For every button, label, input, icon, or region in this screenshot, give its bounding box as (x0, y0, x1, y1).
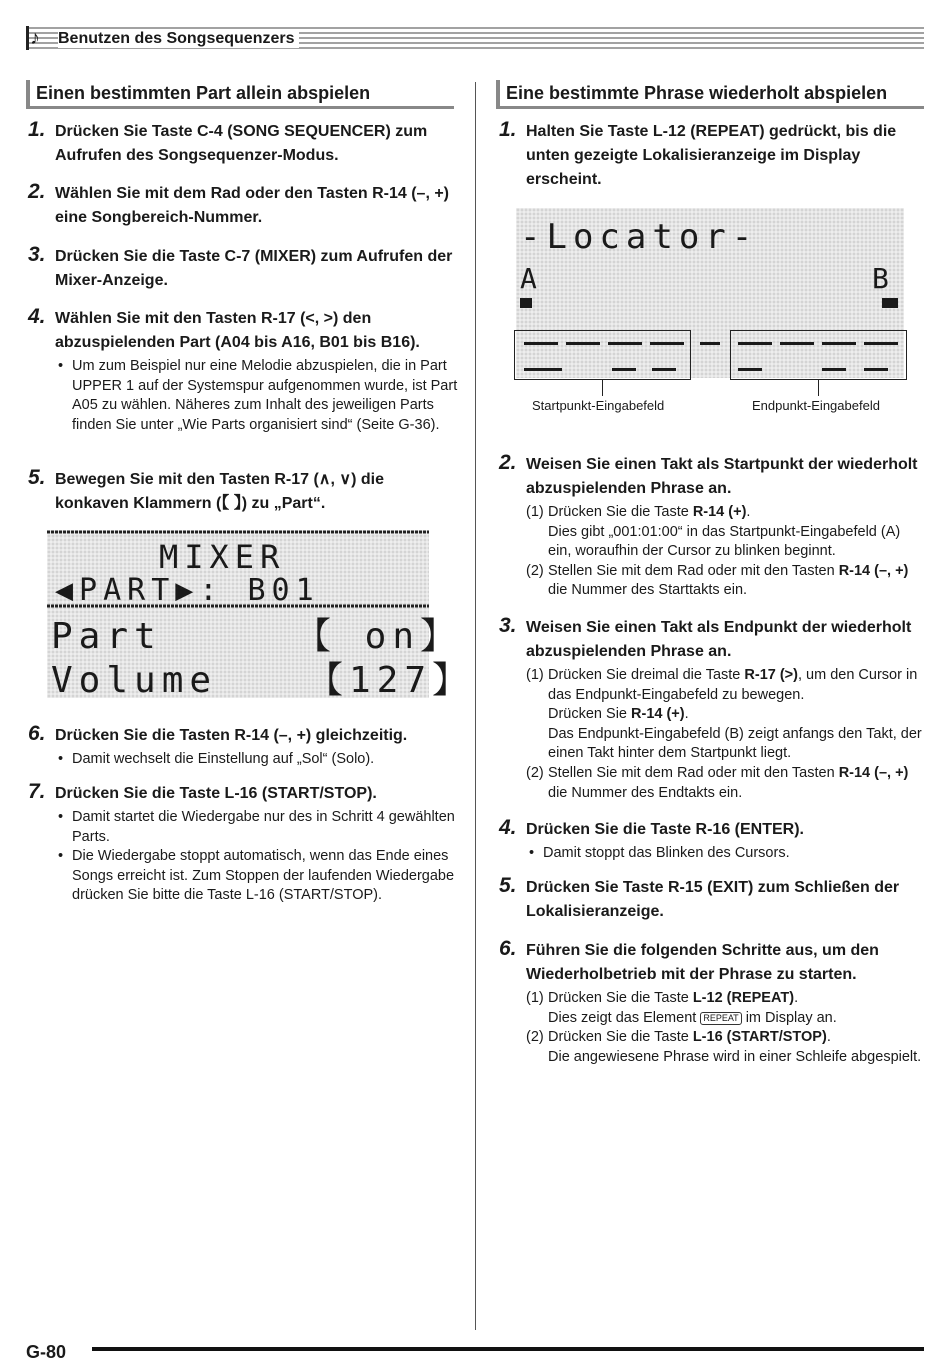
step-text: Drücken Sie Taste C-4 (SONG SEQUENCER) zum Aufrufen des Songsequenzer-Modus. (55, 123, 428, 164)
key-label: L-16 (START/STOP) (692, 1029, 827, 1046)
sub-step-index: (2) (526, 1029, 544, 1046)
sub-step-list (526, 989, 924, 1067)
sub-step (526, 666, 924, 764)
step-number: 3. (499, 614, 517, 637)
sub-step-index: (1) (526, 504, 544, 520)
left-step-3 (28, 245, 458, 293)
bullet-list (72, 750, 458, 770)
sub-step-index: (1) (526, 990, 544, 1006)
sub-step-text: Drücken Sie dreimal die Taste (548, 667, 745, 683)
music-note-icon: ♪ (30, 27, 40, 49)
bullet-item: • Um zum Beispiel nur eine Melodie abzuspielen, die in Part UPPER 1 auf der Systemspur aufgenommen wurde, ist Part A05 zu wählen. Näheres zum Inhalt des jeweiligen Parts finden Sie unter „Wie Parts organisiert sind“ (Seite G-36). (72, 357, 458, 435)
mixer-lcd-display (47, 530, 475, 701)
sub-step (526, 1028, 924, 1067)
step-number: 2. (28, 180, 46, 203)
page-header-title: Benutzen des Songsequenzers (58, 30, 299, 48)
step-number: 6. (499, 937, 517, 960)
sub-step-text: Drücken Sie die Taste (548, 1029, 693, 1046)
left-step-2 (28, 182, 458, 230)
mixer-line4-value: 【127】 (307, 660, 475, 701)
page-number: G-80 (26, 1342, 67, 1362)
right-step-6 (499, 939, 924, 1067)
locator-b-label: B (872, 262, 889, 295)
bullet-item: • Damit startet die Wiedergabe nur des in Schritt 4 gewählten Parts. (72, 808, 458, 847)
bullet-list (543, 844, 924, 864)
mixer-line2: ◀PART▶: B01 (55, 573, 320, 608)
sub-step-text: Drücken Sie die Taste (548, 504, 693, 520)
left-step-4 (28, 307, 458, 435)
right-section-title: Eine bestimmte Phrase wiederholt abspielen (496, 80, 924, 109)
key-label: R-17 (>) (744, 667, 798, 683)
right-step-2 (499, 453, 924, 601)
callout-start-label: Startpunkt-Eingabefeld (532, 398, 665, 413)
column-divider (475, 82, 476, 1330)
key-label: R-14 (–, +) (838, 764, 909, 781)
sub-step-text: . (746, 504, 751, 520)
step-number: 3. (28, 243, 46, 266)
step-number: 6. (28, 722, 46, 745)
step-number: 4. (499, 816, 517, 839)
step-text: Drücken Sie die Taste R-16 (ENTER). (526, 821, 804, 838)
sub-step-text: die Nummer des Endtakts ein. (548, 784, 743, 801)
sub-step-index: (2) (526, 562, 544, 579)
step-text: Wählen Sie mit dem Rad oder den Tasten R-14 (–, +) eine Songbereich-Nummer. (55, 185, 450, 226)
sub-step (526, 562, 924, 601)
sub-step-note: Das Endpunkt-Eingabefeld (B) zeigt anfangs den Takt, der einen Takt hinter dem Startpunkt liegt. (548, 725, 922, 762)
step-number: 5. (499, 874, 517, 897)
end-input-field-box (730, 330, 907, 380)
sub-step-text: Drücken Sie (548, 706, 632, 723)
right-step-3 (499, 616, 924, 803)
right-step-1 (499, 120, 924, 192)
left-step-1 (28, 120, 458, 168)
step-number: 1. (28, 118, 46, 141)
mixer-line3-value: 【 on】 (295, 616, 463, 657)
step-text: Halten Sie Taste L-12 (REPEAT) gedrückt, bis die unten gezeigte Lokalisieranzeige im Display erscheint. (526, 123, 897, 188)
sub-step (526, 989, 924, 1028)
step-text: Bewegen Sie mit den Tasten R-17 (∧, ∨) die konkaven Klammern (【 】) zu „Part“. (55, 471, 384, 512)
mixer-line4: Volume (51, 660, 218, 701)
left-section-title: Einen bestimmten Part allein abspielen (26, 80, 454, 109)
bullet-list (72, 808, 458, 906)
step-text: Wählen Sie mit den Tasten R-17 (<, >) den abzuspielenden Part (A04 bis A16, B01 bis B16). (55, 310, 420, 351)
sub-step-text: , um den Cursor in das Endpunkt-Eingabefeld zu bewegen. (548, 667, 918, 703)
sub-step-index: (2) (526, 764, 544, 781)
left-step-7 (28, 782, 458, 906)
mixer-line3: Part (51, 616, 162, 657)
step-text: Drücken Sie die Taste C-7 (MIXER) zum Aufrufen der Mixer-Anzeige. (55, 248, 453, 289)
left-step-6 (28, 724, 458, 770)
step-text: Drücken Sie die Tasten R-14 (–, +) gleichzeitig. (55, 727, 408, 744)
locator-title: -Locator- (520, 217, 759, 257)
callout-line-start (602, 380, 603, 396)
sub-step-text: Stellen Sie mit dem Rad oder mit den Tasten (548, 764, 839, 781)
sub-step-note: im Display an. (741, 1009, 837, 1026)
step-number: 7. (28, 780, 46, 803)
step-number: 5. (28, 466, 46, 489)
sub-step-text: . (794, 990, 799, 1006)
sub-step-list (526, 666, 924, 803)
locator-a-label: A (520, 262, 537, 295)
start-input-field-box (514, 330, 691, 380)
sub-step-text: . (826, 1029, 831, 1046)
step-text: Drücken Sie die Taste L-16 (START/STOP). (55, 785, 377, 802)
left-step-5 (28, 468, 458, 516)
footer-rule (92, 1347, 924, 1351)
bullet-item: • Damit stoppt das Blinken des Cursors. (543, 844, 924, 864)
sub-step-text: . (684, 706, 689, 723)
sub-step (526, 503, 924, 562)
right-step-5 (499, 876, 924, 924)
key-label: R-14 (+) (631, 706, 685, 723)
callout-end-label: Endpunkt-Eingabefeld (752, 398, 880, 413)
sub-step-text: die Nummer des Starttakts ein. (548, 582, 748, 599)
page-header (26, 26, 924, 52)
callout-line-end (818, 380, 819, 396)
sub-step-text: Drücken Sie die Taste (548, 990, 693, 1006)
step-text: Weisen Sie einen Takt als Startpunkt der wiederholt abzuspielenden Phrase an. (526, 456, 918, 497)
sub-step-note: Dies gibt „001:01:00“ in das Startpunkt-Eingabefeld (A) ein, woraufhin der Cursor zu blinken beginnt. (548, 523, 901, 560)
sub-step-list (526, 503, 924, 601)
step-number: 4. (28, 305, 46, 328)
sub-step-text: Stellen Sie mit dem Rad oder mit den Tasten (548, 562, 839, 579)
step-number: 2. (499, 451, 517, 474)
key-label: R-14 (+) (692, 504, 747, 520)
key-label: R-14 (–, +) (838, 562, 909, 579)
sub-step (526, 764, 924, 803)
sub-step-note: Die angewiesene Phrase wird in einer Schleife abgespielt. (548, 1048, 922, 1065)
step-text: Weisen Sie einen Takt als Endpunkt der wiederholt abzuspielenden Phrase an. (526, 619, 912, 660)
step-text: Führen Sie die folgenden Schritte aus, um den Wiederholbetrieb mit der Phrase zu starten. (526, 942, 879, 983)
key-label: L-12 (REPEAT) (692, 990, 795, 1006)
right-step-4 (499, 818, 924, 864)
repeat-indicator-icon: REPEAT (700, 1012, 741, 1025)
bullet-list (72, 357, 458, 435)
bullet-item: • Damit wechselt die Einstellung auf „Sol“ (Solo). (72, 750, 458, 770)
sub-step-index: (1) (526, 667, 544, 683)
mixer-line1: MIXER (159, 538, 286, 576)
step-text: Drücken Sie Taste R-15 (EXIT) zum Schließen der Lokalisieranzeige. (526, 879, 900, 920)
bullet-item: • Die Wiedergabe stoppt automatisch, wenn das Ende eines Songs erreicht ist. Zum Stoppen der laufenden Wiedergabe drücken Sie bitte die Taste L-16 (START/STOP). (72, 847, 458, 906)
step-number: 1. (499, 118, 517, 141)
sub-step-note: Dies zeigt das Element (548, 1009, 701, 1026)
